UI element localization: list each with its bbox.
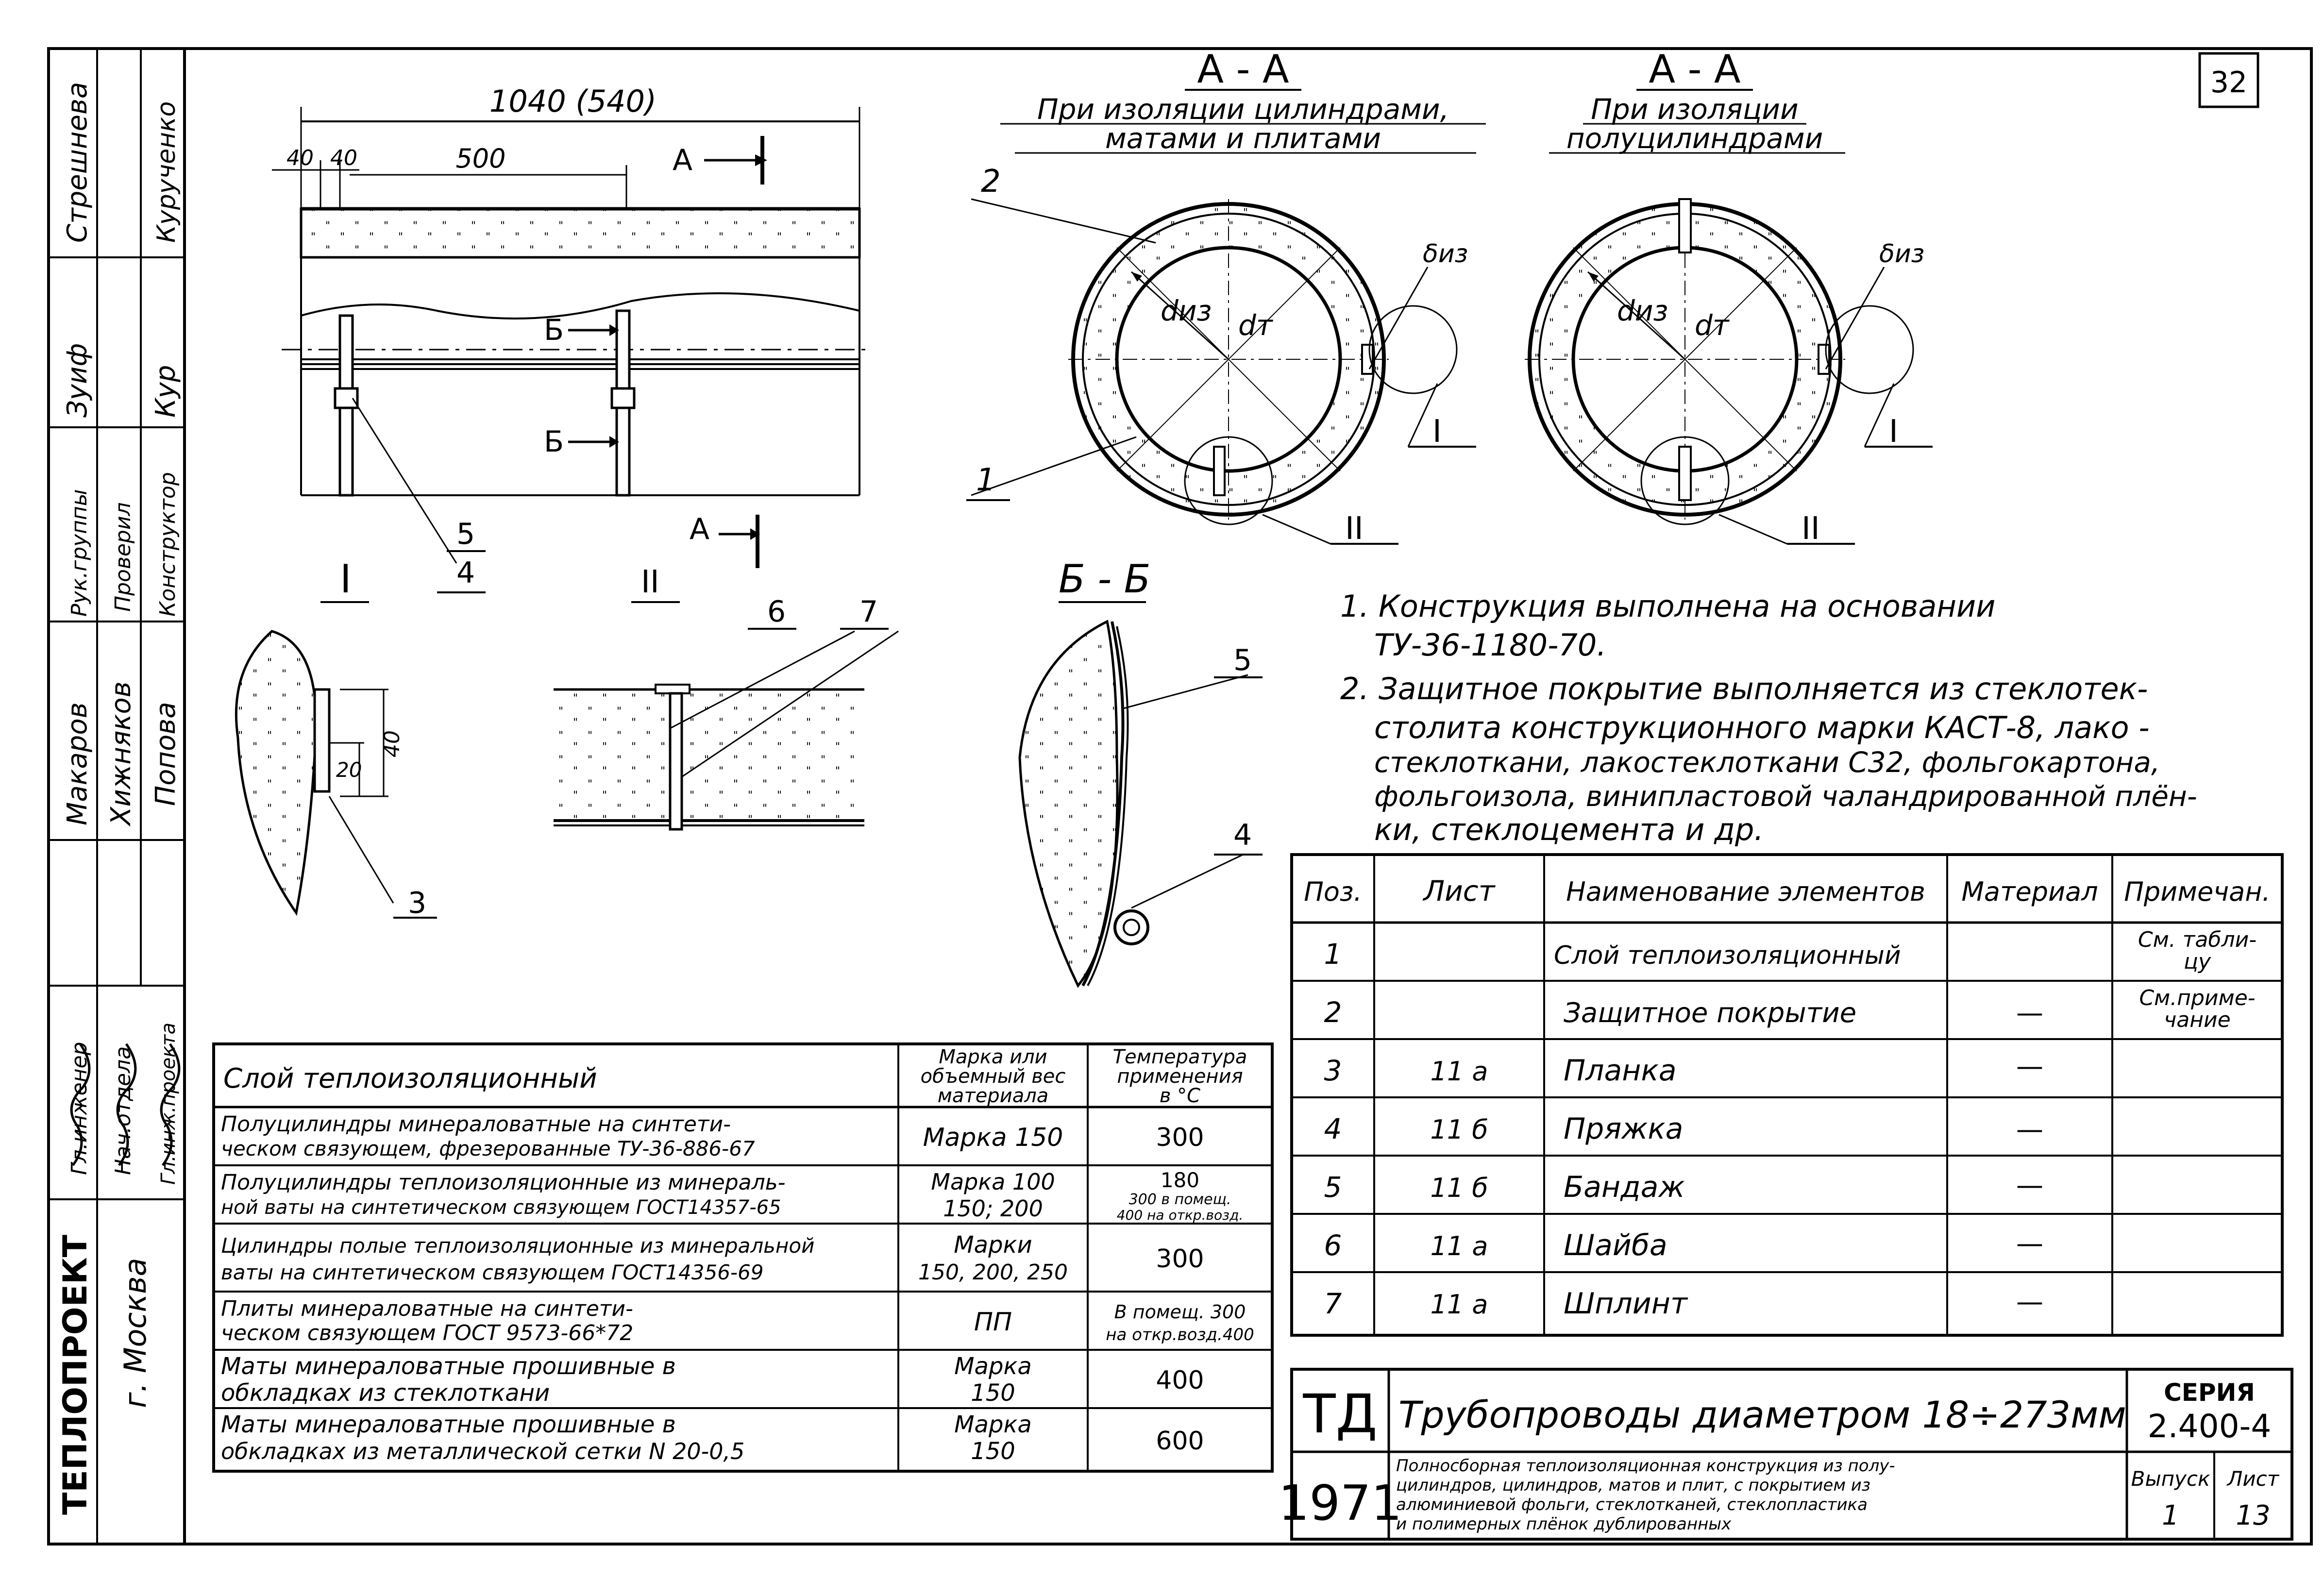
- ins-row-temp: 180: [1160, 1168, 1200, 1192]
- spec-cell-pos: 3: [1324, 1054, 1342, 1087]
- spec-header-material: Материал: [1961, 876, 2098, 907]
- label-II-left: II: [1345, 511, 1364, 547]
- title-description: и полимерных плёнок дублированных: [1396, 1514, 1732, 1534]
- stamp-organization: ТЕПЛОПРОЕКТ: [56, 1234, 95, 1515]
- detail-I: [236, 556, 437, 920]
- ins-row-grade: Марка 100: [931, 1169, 1055, 1195]
- sheet-value: 13: [2236, 1500, 2271, 1531]
- spec-cell-pos: 6: [1324, 1229, 1342, 1262]
- ins-row-temp: В помещ. 300: [1114, 1301, 1246, 1323]
- label-I-right: I: [1889, 414, 1898, 450]
- insulation-table: [214, 1044, 1272, 1471]
- label-II-right: II: [1802, 511, 1820, 547]
- ins-row-temp: 300: [1156, 1244, 1204, 1274]
- label-I-left: I: [1432, 414, 1442, 450]
- section-aa-cylinders: [966, 47, 1486, 547]
- ins-row-name: Плиты минераловатные на синтети-: [221, 1296, 633, 1321]
- ins-header-temp: Температура: [1112, 1046, 1247, 1068]
- stamp-city: г. Москва: [118, 1258, 153, 1408]
- spec-table: [1292, 855, 2282, 1335]
- ins-row-grade: 150: [971, 1379, 1015, 1407]
- stamp-role: Гл.инженер: [67, 1041, 92, 1175]
- ins-header-layer: Слой теплоизоляционный: [223, 1063, 597, 1094]
- section-a-top-label: А: [673, 143, 693, 177]
- ins-row-grade: Марка: [954, 1411, 1032, 1438]
- spec-cell-material: —: [2016, 1170, 2043, 1201]
- ins-header-temp: применения: [1117, 1065, 1243, 1088]
- callout-4: 4: [456, 556, 475, 590]
- spec-cell-material: —: [2016, 1051, 2043, 1082]
- section-b-label-1: Б: [544, 313, 564, 347]
- pos-4-label: 4: [1233, 818, 1252, 852]
- note-line: 2. Защитное покрытие выполняется из стеклотек-: [1340, 671, 2148, 706]
- stamp-role: Рук.группы: [67, 489, 92, 617]
- ins-header-grade: объемный вес: [920, 1065, 1066, 1088]
- section-aa-right-title: А - А: [1649, 47, 1741, 92]
- dim-40-right: 40: [330, 146, 357, 170]
- spec-cell-pos: 1: [1324, 938, 1342, 971]
- detail-I-dim-20: 20: [336, 758, 362, 782]
- spec-cell-name: Слой теплоизоляционный: [1554, 941, 1901, 970]
- stamp-role: Нач.отдела: [111, 1046, 135, 1175]
- ins-row-grade: 150: [971, 1438, 1015, 1465]
- spec-cell-material: —: [2016, 1114, 2043, 1145]
- spec-cell-note: См. табли-: [2138, 927, 2257, 952]
- ins-row-temp: 300: [1156, 1123, 1204, 1152]
- detail-II: [554, 564, 898, 829]
- stamp-role: Конструктор: [155, 472, 180, 617]
- spec-cell-sheet: 11 а: [1430, 1289, 1488, 1320]
- ins-row-name: ческом связующем ГОСТ 9573-66*72: [221, 1321, 634, 1345]
- section-aa-left-subtitle-1: При изоляции цилиндрами,: [1037, 93, 1449, 126]
- stamp-signature: Зуиф: [62, 343, 93, 418]
- section-bb-title: Б - Б: [1059, 556, 1151, 602]
- callout-5: 5: [456, 517, 475, 551]
- ins-row-grade: Марки: [954, 1231, 1032, 1259]
- dim-500: 500: [455, 143, 506, 174]
- stamp-name: Попова: [150, 702, 182, 806]
- spec-cell-pos: 5: [1324, 1171, 1342, 1204]
- spec-header-name: Наименование элементов: [1566, 876, 1925, 907]
- spec-cell-name: Шайба: [1564, 1228, 1667, 1262]
- ins-header-temp: в °С: [1159, 1085, 1201, 1107]
- spec-cell-name: Шплинт: [1564, 1287, 1687, 1321]
- section-aa-right-subtitle-2: полуцилиндрами: [1566, 122, 1823, 155]
- section-aa-left-title: А - А: [1197, 47, 1289, 92]
- label-dt-right: dт: [1695, 309, 1729, 342]
- ins-header-grade: Марка или: [939, 1046, 1047, 1068]
- ins-row-temp: 300 в помещ.: [1128, 1191, 1231, 1208]
- note-line: 1. Конструкция выполнена на основании: [1340, 588, 1996, 624]
- sheet-number: 32: [2210, 66, 2248, 100]
- spec-cell-name: Защитное покрытие: [1564, 997, 1857, 1029]
- pos-3-label: 3: [408, 886, 427, 920]
- spec-cell-material: —: [2016, 1228, 2043, 1260]
- stamp-role: Гл.инж.проекта: [157, 1022, 180, 1185]
- pos-6-label: 6: [767, 595, 786, 629]
- ins-row-name: Полуцилиндры теплоизоляционные из минераль-: [221, 1170, 786, 1195]
- ins-row-name: ной ваты на синтетическом связующем ГОСТ14357-65: [221, 1196, 781, 1219]
- note-line: столита конструкционного марки КАСТ-8, лако -: [1374, 710, 2150, 745]
- title-main: Трубопроводы диаметром 18÷273мм: [1398, 1393, 2126, 1436]
- ins-row-grade: ПП: [974, 1308, 1012, 1337]
- dim-overall: 1040 (540): [489, 84, 657, 119]
- section-aa-half-cylinders: [1525, 47, 1933, 547]
- title-description: Полносборная теплоизоляционная конструкция из полу-: [1396, 1456, 1895, 1476]
- detail-I-dim-40: 40: [380, 730, 404, 757]
- spec-cell-material: —: [2016, 997, 2043, 1029]
- pipe-plan-view: [272, 84, 869, 592]
- spec-cell-sheet: 11 б: [1430, 1114, 1488, 1145]
- left-stamp: [49, 49, 185, 1544]
- spec-cell-pos: 4: [1324, 1112, 1342, 1145]
- spec-cell-sheet: 11 а: [1430, 1056, 1488, 1087]
- ins-row-name: Маты минераловатные прошивные в: [221, 1353, 676, 1380]
- note-line: стеклоткани, лакостеклоткани С32, фольгокартона,: [1374, 746, 2160, 779]
- spec-cell-material: —: [2016, 1286, 2043, 1318]
- ins-row-name: обкладках из стеклоткани: [221, 1379, 550, 1407]
- spec-header-pos: Поз.: [1304, 876, 1362, 907]
- stamp-name: Хижняков: [105, 681, 137, 825]
- title-year: 1971: [1278, 1475, 1402, 1531]
- issue-value: 1: [2162, 1500, 2179, 1531]
- series-value: 2.400-4: [2147, 1408, 2272, 1445]
- section-aa-right-subtitle-1: При изоляции: [1591, 93, 1799, 126]
- label-diz-left: dиз: [1161, 294, 1212, 327]
- title-description: алюминиевой фольги, стеклотканей, стеклопластика: [1396, 1495, 1868, 1514]
- notes: [1340, 588, 2197, 847]
- ins-row-name: ческом связующем, фрезерованные ТУ-36-886-67: [221, 1137, 755, 1160]
- ins-row-name: обкладках из металлической сетки N 20-0,5: [221, 1438, 745, 1464]
- sheet-label: Лист: [2227, 1467, 2279, 1491]
- ins-row-name: Маты минераловатные прошивные в: [221, 1411, 676, 1438]
- section-a-bottom-label: А: [690, 512, 710, 546]
- spec-cell-sheet: 11 а: [1430, 1231, 1488, 1261]
- stamp-role: Проверил: [111, 502, 135, 612]
- spec-cell-pos: 7: [1324, 1287, 1342, 1320]
- label-2-left: 2: [981, 164, 1001, 200]
- spec-header-note: Примечан.: [2124, 876, 2271, 907]
- ins-row-temp: на откр.возд.400: [1106, 1325, 1254, 1344]
- spec-cell-sheet: 11 б: [1430, 1173, 1488, 1203]
- spec-cell-pos: 2: [1324, 996, 1342, 1029]
- ins-row-temp: 600: [1156, 1427, 1204, 1456]
- spec-cell-note: См.приме-: [2139, 986, 2256, 1010]
- section-b-label-2: Б: [544, 425, 564, 459]
- ins-row-name: Цилиндры полые теплоизоляционные из минеральной: [221, 1234, 815, 1258]
- section-B-B: [1020, 556, 1263, 986]
- detail-II-label: II: [641, 564, 659, 600]
- detail-I-label: I: [340, 556, 352, 602]
- dim-40-left: 40: [286, 146, 314, 170]
- note-line: ки, стеклоцемента и др.: [1374, 812, 1764, 847]
- section-aa-left-subtitle-2: матами и плитами: [1105, 122, 1381, 155]
- spec-cell-name: Планка: [1564, 1054, 1677, 1088]
- label-diz-right: dиз: [1617, 294, 1668, 327]
- spec-header-sheet: Лист: [1423, 874, 1495, 907]
- label-delta-right: δиз: [1879, 239, 1925, 269]
- issue-label: Выпуск: [2131, 1467, 2210, 1491]
- title-code: ТД: [1303, 1383, 1378, 1445]
- spec-cell-name: Бандаж: [1564, 1170, 1685, 1204]
- note-line: ТУ-36-1180-70.: [1374, 627, 1607, 663]
- stamp-name: Стрешнева: [62, 82, 93, 243]
- stamp-name: Курученко: [152, 101, 181, 243]
- ins-row-temp: 400 на откр.возд.: [1116, 1207, 1244, 1223]
- spec-cell-note: цу: [2184, 949, 2211, 974]
- stamp-signature: Кур: [150, 365, 182, 418]
- title-block: [1279, 1369, 2292, 1539]
- pos-5-label: 5: [1233, 643, 1252, 677]
- ins-row-grade: Марка 150: [923, 1123, 1063, 1152]
- ins-row-grade: 150; 200: [943, 1195, 1043, 1222]
- spec-cell-name: Пряжка: [1564, 1112, 1684, 1146]
- ins-header-grade: материала: [937, 1085, 1049, 1107]
- label-1-left: 1: [976, 462, 996, 498]
- ins-row-name: ваты на синтетическом связующем ГОСТ14356-69: [221, 1260, 764, 1284]
- title-description: цилиндров, цилиндров, матов и плит, с покрытием из: [1396, 1476, 1870, 1495]
- note-line: фольгоизола, винипластовой чаландрированной плён-: [1374, 780, 2197, 813]
- label-dt-left: dт: [1238, 309, 1273, 342]
- ins-row-grade: Марка: [954, 1353, 1032, 1380]
- pos-7-label: 7: [859, 595, 878, 629]
- stamp-name: Макаров: [62, 702, 93, 825]
- series-label: СЕРИЯ: [2164, 1378, 2255, 1407]
- spec-cell-note: чание: [2164, 1008, 2231, 1032]
- ins-row-temp: 400: [1156, 1366, 1204, 1395]
- label-delta-left: δиз: [1423, 239, 1468, 269]
- sheet-number-box: [2200, 53, 2258, 107]
- ins-row-grade: 150, 200, 250: [918, 1260, 1068, 1285]
- ins-row-name: Полуцилиндры минераловатные на синтети-: [221, 1112, 731, 1137]
